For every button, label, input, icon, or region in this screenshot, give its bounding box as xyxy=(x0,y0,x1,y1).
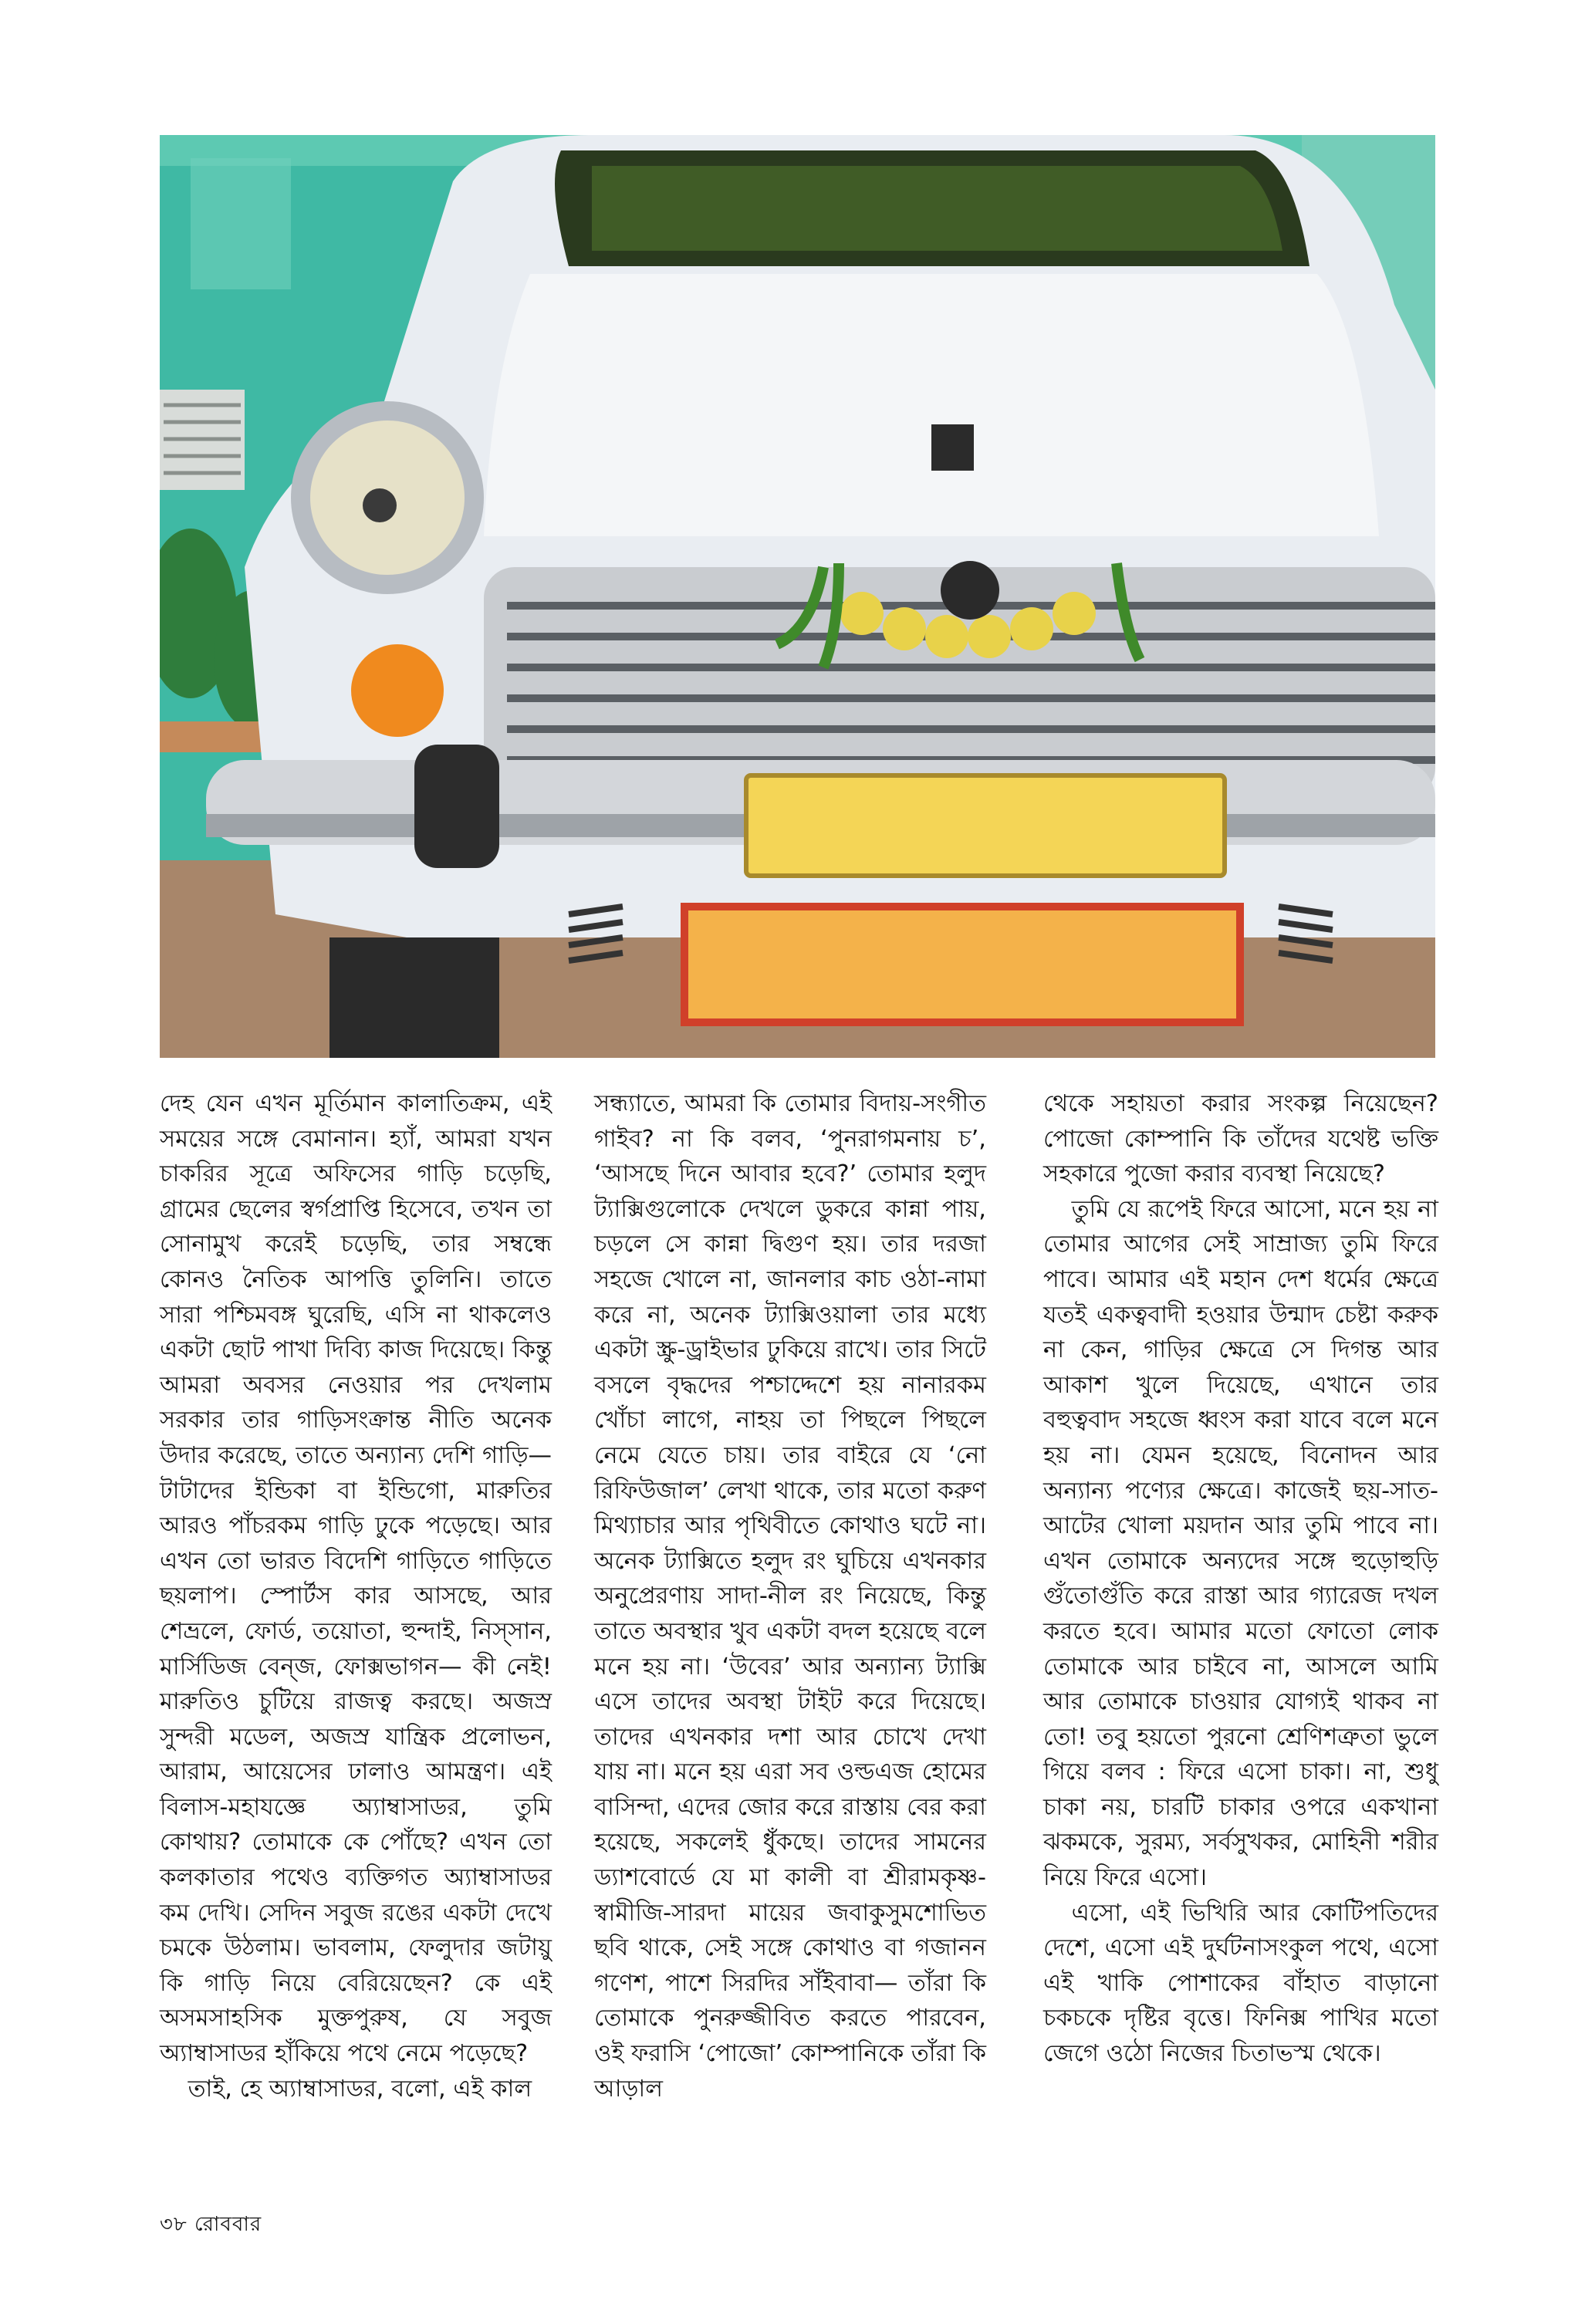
article-column-3 xyxy=(1043,1086,1438,2072)
paragraph: এসো, এই ভিখিরি আর কোটিপতিদের দেশে, এসো এই দুর্ঘটনাসংকুল পথে, এসো এই খাকি পোশাকের বাঁহাত বাড়ানো চকচকে দৃষ্টির বৃত্তে। ফিনিক্স পাখির মতো জেগে ওঠো নিজের চিতাভস্ম থেকে। xyxy=(1043,1899,1438,2068)
paragraph: তুমি যে রূপেই ফিরে আসো, মনে হয় না তোমার আগের সেই সাম্রাজ্য তুমি ফিরে পাবে। আমার এই মহান দেশ ধর্মের ক্ষেত্রে যতই একত্ববাদী হওয়ার উন্মাদ চেষ্টা করুক না কেন, গাড়ির ক্ষেত্রে সে দিগন্ত আর আকাশ খুলে দিয়েছে, এখানে তার বহুত্ববাদ সহজে ধ্বংস করা যাবে বলে মনে হয় না। যেমন হয়েছে, বিনোদন আর অন্যান্য পণ্যের ক্ষেত্রে। কাজেই ছয়-সাত-আটের খোলা ময়দান আর তুমি পাবে না। এখন তোমাকে অন্যদের সঙ্গে হুড়োহুড়ি গুঁতোগুঁতি করে রাস্তা আর গ্যারেজ দখল করতে হবে। আমার মতো ফোতো লোক তোমাকে আর চাইবে না, আসলে আমি আর তোমাকে চাওয়ার যোগ্যই থাকব না তো! তবু হয়তো পুরনো শ্রেণিশত্রুতা ভুলে গিয়ে বলব : ফিরে এসো চাকা। না, শুধু চাকা নয়, চারটি চাকার ওপরে একখানা ঝকমকে, সুরম্য, সর্বসুখকর, মোহিনী শরীর নিয়ে ফিরে এসো। xyxy=(1043,1195,1438,1892)
magazine-name: রোববার xyxy=(194,2213,262,2236)
paragraph: থেকে সহায়তা করার সংকল্প নিয়েছেন? পোজো কোম্পানি কি তাঁদের যথেষ্ট ভক্তি সহকারে পুজো করার ব্যবস্থা নিয়েছে? xyxy=(1043,1090,1438,1188)
paragraph: তাই, হে অ্যাম্বাসাডর, বলো, এই কাল xyxy=(188,2075,532,2103)
page-footer xyxy=(160,2208,262,2242)
page-number: ৩৮ xyxy=(160,2213,188,2236)
paragraph: দেহ যেন এখন মূর্তিমান কালাতিক্রম, এই সময়ের সঙ্গে বেমানান। হ্যাঁ, আমরা যখন চাকরির সূত্রে অফিসের গাড়ি চড়েছি, গ্রামের ছেলের স্বর্গপ্রাপ্তি হিসেবে, তখন তা সোনামুখ করেই চড়েছি, তার সম্বন্ধে কোনও নৈতিক আপত্তি তুলিনি। তাতে সারা পশ্চিমবঙ্গ ঘুরেছি, এসি না থাকলেও একটা ছোট পাখা দিব্যি কাজ দিয়েছে। কিন্তু আমরা অবসর নেওয়ার পর দেখলাম সরকার তার গাড়িসংক্রান্ত নীতি অনেক উদার করেছে, তাতে অন্যান্য দেশি গাড়ি— টাটাদের ইন্ডিকা বা ইন্ডিগো, মারুতির আরও পাঁচরকম গাড়ি ঢুকে পড়েছে। আর এখন তো ভারত বিদেশি গাড়িতে গাড়িতে ছয়লাপ। স্পোর্টস কার আসছে, আর শেভ্রলে, ফোর্ড, তয়োতা, হুন্দাই, নিস্‌সান, মার্সিডিজ বেন্‌জ, ফোক্সভাগন— কী নেই! মারুতিও চুটিয়ে রাজত্ব করছে। অজস্র সুন্দরী মডেল, অজস্র যান্ত্রিক প্রলোভন, আরাম, আয়েসের ঢালাও আমন্ত্রণ। এই বিলাস-মহাযজ্ঞে অ্যাম্বাসাডর, তুমি কোথায়? তোমাকে কে পোঁছে? এখন তো কলকাতার পথেও ব্যক্তিগত অ্যাম্বাসাডর কম দেখি। সেদিন সবুজ রঙের একটা দেখে চমকে উঠলাম। ভাবলাম, ফেলুদার জটায়ু কি গাড়ি নিয়ে বেরিয়েছেন? কে এই অসমসাহসিক মুক্তপুরুষ, যে সবুজ অ্যাম্বাসাডর হাঁকিয়ে পথে নেমে পড়েছে? xyxy=(160,1090,552,2068)
ambassador-car-photo xyxy=(160,135,1435,1058)
article-column-2 xyxy=(594,1086,986,2106)
paragraph: সন্ধ্যাতে, আমরা কি তোমার বিদায়-সংগীত গাইব? না কি বলব, ‘পুনরাগমনায় চ’, ‘আসছে দিনে আবার হবে?’ তোমার হলুদ ট্যাক্সিগুলোকে দেখলে ডুকরে কান্না পায়, চড়লে সে কান্না দ্বিগুণ হয়। তার দরজা সহজে খোলে না, জানলার কাচ ওঠা-নামা করে না, অনেক ট্যাক্সিওয়ালা তার মধ্যে একটা স্ক্রু-ড্রাইভার ঢুকিয়ে রাখে। তার সিটে বসলে বৃদ্ধদের পশ্চাদ্দেশে হয় নানারকম খোঁচা লাগে, নাহয় তা পিছলে পিছলে নেমে যেতে চায়। তার বাইরে যে ‘নো রিফিউজাল’ লেখা থাকে, তার মতো করুণ মিথ্যাচার আর পৃথিবীতে কোথাও ঘটে না। অনেক ট্যাক্সিতে হলুদ রং ঘুচিয়ে এখনকার অনুপ্রেরণায় সাদা-নীল রং নিয়েছে, কিন্তু তাতে অবস্থার খুব একটা বদল হয়েছে বলে মনে হয় না। ‘উবের’ আর অন্যান্য ট্যাক্সি এসে তাদের অবস্থা টাইট করে দিয়েছে। তাদের এখনকার দশা আর চোখে দেখা যায় না। মনে হয় এরা সব ওল্ডএজ হোমের বাসিন্দা, এদের জোর করে রাস্তায় বের করা হয়েছে, সকলেই ধুঁকছে। তাদের সামনের ড্যাশবোর্ডে যে মা কালী বা শ্রীরামকৃষ্ণ-স্বামীজি-সারদা মায়ের জবাকুসুমশোভিত ছবি থাকে, সেই সঙ্গে কোথাও বা গজানন গণেশ, পাশে সিরদির সাঁইবাবা— তাঁরা কি তোমাকে পুনরুজ্জীবিত করতে পারবেন, ওই ফরাসি ‘পোজো’ কোম্পানিকে তাঁরা কি আড়াল xyxy=(594,1090,986,2103)
article-column-1 xyxy=(160,1086,552,2106)
